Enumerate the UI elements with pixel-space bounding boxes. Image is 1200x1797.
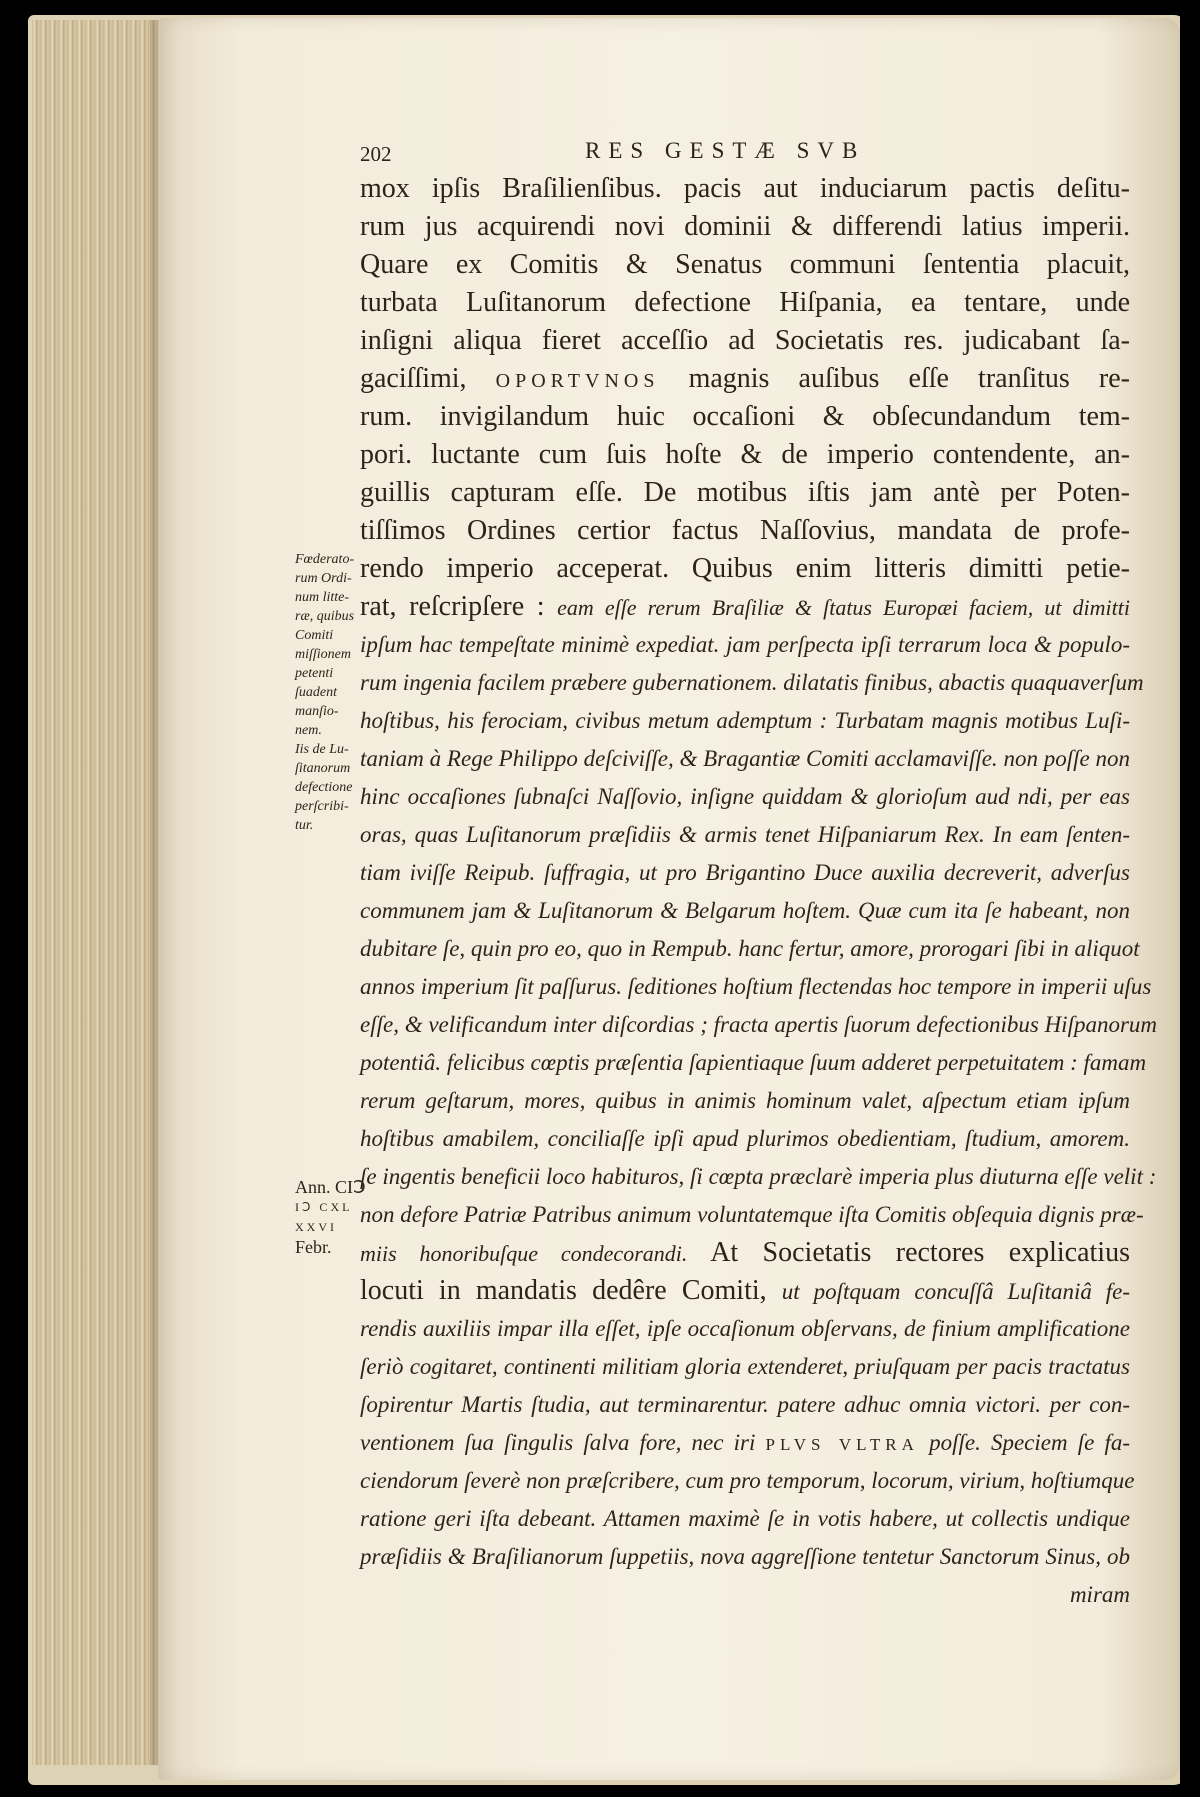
marginal-note-2	[295, 1177, 370, 1257]
text-line	[360, 1234, 1130, 1272]
marginal-note-1	[295, 550, 365, 835]
text-line: communem jam & Luſitanorum & Belgarum hoſtem. Quæ cum ita ſe habeant, non	[360, 898, 1130, 923]
text-line: rerum geſtarum, mores, quibus in animis hominum valet, aſpectum etiam ipſum	[360, 1088, 1130, 1113]
marginal-note-line: ſitanorum	[295, 761, 351, 776]
text-line: tiam iviſſe Reipub. ſuffragia, ut pro Brigantino Duce auxilia decreverit, adverſus	[360, 860, 1130, 885]
text-segment: eam eſſe rerum Braſiliæ & ſtatus Europæi faciem, ut dimitti	[557, 595, 1130, 620]
text-segment: miis honoribuſque condecorandi.	[360, 1241, 711, 1266]
text-segment: At Societatis rectores explicatius	[710, 1237, 1130, 1268]
text-line: rum jus acquirendi novi dominii & differendi latius imperii.	[360, 211, 1130, 242]
main-text	[360, 170, 1158, 1614]
text-line: rum ingenia facilem præbere gubernationem. dilatatis finibus, abactis quaquaverſum	[360, 670, 1144, 695]
marginal-note-line: perſcribi-	[295, 799, 349, 814]
text-line: oras, quas Luſitanorum præſidiis & armis tenet Hiſpaniarum Rex. In eam ſenten-	[360, 822, 1130, 847]
marginal-note-line: Comiti	[295, 628, 334, 643]
text-segment: gaciſſimi,	[360, 363, 496, 394]
marginal-note-line: ſuadent	[295, 685, 337, 700]
text-line: ratione geri iſta debeant. Attamen maximè ſe in votis habere, ut collectis undique	[360, 1506, 1130, 1531]
text-line: præſidiis & Braſilianorum ſuppetiis, nova aggreſſione tentetur Sanctorum Sinus, ob	[360, 1544, 1130, 1569]
marginal-note-line: Ann. CIↃ	[295, 1177, 366, 1197]
marginal-note-line: rum Ordi-	[295, 571, 352, 586]
page-header	[360, 138, 1160, 172]
page-number: 202	[360, 142, 392, 166]
marginal-note-line: IↃ CXL	[295, 1200, 353, 1214]
text-line: mox ipſis Braſilienſibus. pacis aut induciarum pactis deſitu-	[360, 173, 1130, 204]
text-line: non defore Patriæ Patribus animum voluntatemque iſta Comitis obſequia dignis præ-	[360, 1202, 1144, 1227]
text-segment: rat, reſcripſere :	[360, 591, 558, 622]
text-line: ſeriò cogitaret, continenti militiam gloria extenderet, priuſquam per pacis tractatus	[360, 1354, 1130, 1379]
text-line: annos imperium ſit paſſurus. ſeditiones hoſtium flectendas hoc tempore in imperii uſus	[360, 974, 1152, 999]
marginal-note-line: nem.	[295, 723, 322, 738]
text-line: rendis auxiliis impar illa eſſet, ipſe occaſionum obſervans, de finium amplificatione	[360, 1316, 1130, 1341]
text-segment: PLVS VLTRA	[765, 1435, 919, 1454]
marginal-note-line: ræ, quibus	[295, 609, 355, 624]
marginal-note-line: num litte-	[295, 590, 350, 605]
text-line: tiſſimos Ordines certior factus Naſſovius, mandata de profe-	[360, 515, 1130, 546]
marginal-note-line: miſſionem	[295, 647, 351, 662]
text-area	[200, 0, 1158, 1797]
text-line: hoſtibus amabilem, conciliaſſe ipſi apud plurimos obedientiam, ſtudium, amorem.	[360, 1126, 1130, 1151]
text-segment: ventionem ſua ſingulis ſalva fore, nec iri	[360, 1430, 766, 1455]
text-line: turbata Luſitanorum defectione Hiſpania, ea tentare, unde	[360, 287, 1130, 318]
text-segment: locuti in mandatis dedêre Comiti,	[360, 1275, 782, 1306]
text-line: taniam à Rege Philippo deſciviſſe, & Bragantiæ Comiti acclamaviſſe. non poſſe non	[360, 746, 1130, 771]
marginal-note-line: Fœderato-	[295, 552, 355, 567]
text-line: ſe ingentis beneficii loco habituros, ſi cœpta præclarè imperia plus diuturna eſſe velit :	[360, 1164, 1157, 1189]
text-line	[360, 1424, 1130, 1462]
marginal-note-line: manſio-	[295, 704, 339, 719]
marginal-note-line: Iis de Lu-	[295, 742, 349, 757]
text-line: pori. luctante cum ſuis hoſte & de imperio contendente, an-	[360, 439, 1130, 470]
catchword: miram	[1069, 1582, 1130, 1607]
text-line: rum. invigilandum huic occaſioni & obſecundandum tem-	[360, 401, 1130, 432]
text-line: dubitare ſe, quin pro eo, quo in Rempub. hanc fertur, amore, prorogari ſibi in aliquot	[360, 936, 1140, 961]
page-edges	[32, 20, 162, 1765]
marginal-note-line: XXVI	[295, 1220, 337, 1234]
text-line	[360, 360, 1130, 398]
text-segment: poſſe. Speciem ſe fa-	[918, 1430, 1131, 1455]
marginal-note-line: petenti	[295, 666, 334, 681]
text-segment: OPORTVNOS	[495, 370, 660, 392]
marginal-note-line: Febr.	[295, 1237, 332, 1257]
text-line: guillis capturam eſſe. De motibus iſtis jam antè per Poten-	[360, 477, 1130, 508]
text-line: eſſe, & velificandum inter diſcordias ; fracta apertis ſuorum defectionibus Hiſpanorum	[360, 1012, 1158, 1037]
text-line: inſigni aliqua fieret acceſſio ad Societatis res. judicabant ſa-	[360, 325, 1130, 356]
text-line: hoſtibus, his ferociam, civibus metum ademptum : Turbatam magnis motibus Luſi-	[360, 708, 1130, 733]
text-line: Quare ex Comitis & Senatus communi ſententia placuit,	[360, 249, 1130, 280]
running-head: RES GESTÆ SVB	[585, 138, 866, 163]
text-line	[360, 588, 1130, 626]
text-segment: ut poſtquam concuſſâ Luſitaniâ fe-	[781, 1279, 1130, 1304]
text-line: potentiâ. felicibus cœptis præſentia ſapientiaque ſuum adderet perpetuitatem : famam	[360, 1050, 1147, 1075]
text-segment: magnis auſibus eſſe tranſitus re-	[659, 363, 1130, 394]
text-line: hinc occaſiones ſubnaſci Naſſovio, inſigne quiddam & glorioſum aud ndi, per eas	[360, 784, 1130, 809]
text-line: ipſum hac tempeſtate minimè expediat. jam perſpecta ipſi terrarum loca & populo-	[360, 632, 1130, 657]
text-line: rendo imperio acceperat. Quibus enim litteris dimitti petie-	[360, 553, 1130, 584]
text-line: ſopirentur Martis ſtudia, aut terminarentur. patere adhuc omnia victori. per con-	[360, 1392, 1130, 1417]
marginal-note-line: tur.	[295, 818, 314, 833]
text-line: ciendorum ſeverè non præſcribere, cum pro temporum, locorum, virium, hoſtiumque	[360, 1468, 1135, 1493]
edge-shadow	[1180, 0, 1200, 1797]
text-line	[360, 1272, 1130, 1310]
marginal-note-line: defectione	[295, 780, 353, 795]
